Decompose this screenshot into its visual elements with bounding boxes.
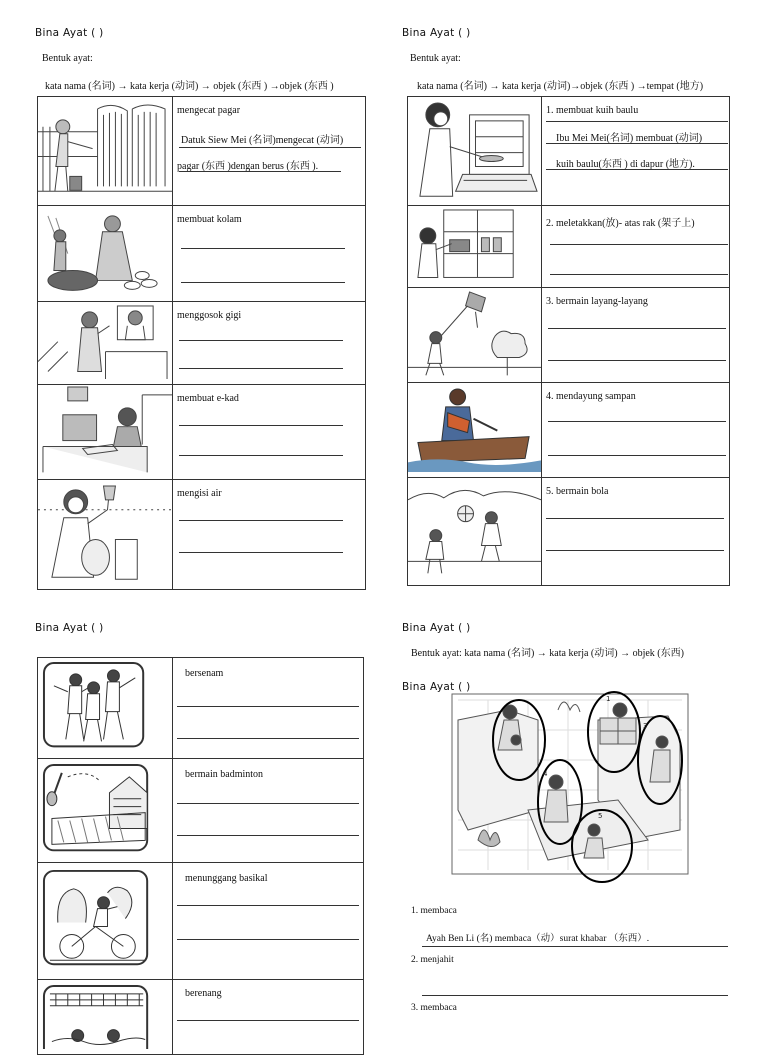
answer-line [179, 455, 343, 456]
answer-line [546, 518, 724, 519]
q1-row5-prompt: mengisi air [177, 488, 222, 500]
q3-row2-prompt: bermain badminton [185, 769, 264, 781]
answer-line [179, 552, 343, 553]
answer-line [546, 143, 728, 144]
q3-picture-cycling [38, 862, 173, 979]
answer-line [548, 421, 726, 422]
q1-row1-prompt: mengecat pagar [177, 105, 241, 116]
answer-line [177, 905, 359, 906]
answer-line [546, 121, 728, 122]
q1-formula: kata nama (名词) → kata kerja (动词) → objek (东西 ) →objek (东西 ) [45, 81, 334, 92]
q1-row1-answer2: pagar (东西 )dengan berus (东西 ). [177, 161, 319, 172]
q4-item1-label: 1. membaca [411, 906, 457, 916]
q2-row2-prompt: 2. meletakkan(放)- atas rak (架子上) [546, 218, 695, 230]
q1-row2-prompt: membuat kolam [177, 214, 242, 226]
q3-table [37, 657, 364, 1055]
q2-formula: kata nama (名词) → kata kerja (动词)→objek (东西 ) →tempat (地方) [417, 81, 704, 92]
answer-line [422, 946, 728, 947]
answer-line [177, 803, 359, 804]
q2-picture-baking [408, 97, 542, 206]
answer-line [181, 282, 345, 283]
answer-line [550, 274, 728, 275]
answer-line [177, 835, 359, 836]
q3-picture-swimming [38, 979, 173, 1054]
answer-line [179, 368, 343, 369]
q4-picture-living-room [448, 690, 692, 884]
q4-item2-label: 2. menjahit [411, 955, 454, 965]
q2-row4-prompt: 4. mendayung sampan [546, 390, 636, 402]
q2-row5-prompt: 5. bermain bola [546, 486, 609, 498]
answer-line [181, 248, 345, 249]
q4-item3-label: 3. membaca [411, 1003, 457, 1013]
answer-line [422, 995, 728, 996]
q3-picture-badminton [38, 759, 173, 862]
answer-line [548, 360, 726, 361]
answer-line [177, 738, 359, 739]
q1-row4-prompt: membuat e-kad [177, 392, 239, 404]
answer-line [177, 706, 359, 707]
q2-title: Bina Ayat ( ) [402, 27, 471, 39]
q2-row1-answer1: Ibu Mei Mei(名词) membuat (动词) [556, 133, 703, 144]
answer-line [179, 147, 361, 148]
q2-row1-prompt: 1. membuat kuih baulu [546, 105, 639, 116]
q2-row3-prompt: 3. bermain layang-layang [546, 295, 648, 307]
answer-line [179, 520, 343, 521]
q1-row1-answer1: Datuk Siew Mei (名词)mengecat (动词) [181, 135, 344, 146]
q3-row4-prompt: berenang [185, 987, 222, 999]
q4-formula: Bentuk ayat: kata nama (名词) → kata kerja (动词) → objek (东西) [411, 648, 684, 659]
q2-picture-shelf [408, 206, 542, 287]
q2-form-label: Bentuk ayat: [410, 53, 461, 64]
q1-picture-painting-fence [38, 97, 173, 206]
answer-line [548, 455, 726, 456]
q1-picture-filling-water [38, 480, 173, 589]
q4-title-2: Bina Ayat ( ) [402, 681, 471, 693]
q1-picture-making-pond [38, 206, 173, 301]
q2-row1-answer2: kuih baulu(东西 ) di dapur (地方). [556, 159, 695, 170]
answer-line [177, 1020, 359, 1021]
answer-line [548, 328, 726, 329]
answer-line [179, 171, 341, 172]
q2-table [407, 96, 730, 586]
q4-item1-answer: Ayah Ben Li (名) membaca（动）surat khabar （东西）. [426, 934, 650, 944]
q1-form-label: Bentuk ayat: [42, 53, 93, 64]
svg-text:5: 5 [598, 812, 603, 820]
q1-picture-making-ecard [38, 384, 173, 479]
answer-line [177, 939, 359, 940]
q2-picture-ball [408, 478, 542, 585]
q1-title: Bina Ayat ( ) [35, 27, 104, 39]
answer-line [550, 244, 728, 245]
q4-title: Bina Ayat ( ) [402, 622, 471, 634]
svg-text:4: 4 [543, 770, 548, 778]
q3-picture-exercise [38, 658, 173, 759]
q1-picture-brushing-teeth [38, 301, 173, 384]
answer-line [546, 169, 728, 170]
answer-line [546, 550, 724, 551]
answer-line [179, 425, 343, 426]
q3-row1-prompt: bersenam [185, 668, 224, 679]
q1-row3-prompt: menggosok gigi [177, 309, 242, 321]
q3-row3-prompt: menunggang basikal [185, 872, 268, 884]
q3-title: Bina Ayat ( ) [35, 622, 104, 634]
svg-text:3: 3 [643, 722, 648, 730]
q2-picture-rowing [408, 382, 542, 477]
answer-line [179, 340, 343, 341]
svg-text:1: 1 [606, 695, 611, 703]
q1-table [37, 96, 366, 590]
q2-picture-kite [408, 287, 542, 382]
